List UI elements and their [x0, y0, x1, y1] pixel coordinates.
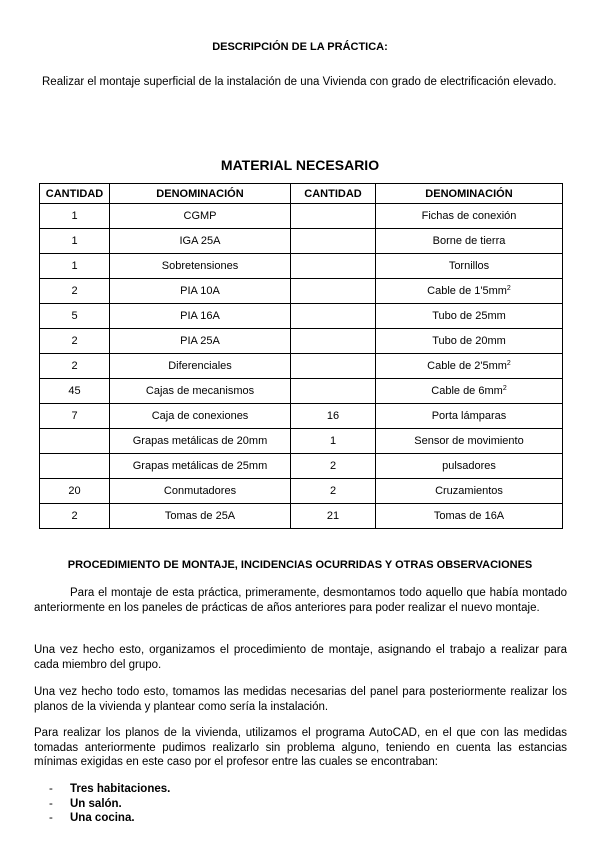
superscript-exponent: 2 — [502, 385, 507, 392]
cell-text: Tornillos — [448, 260, 490, 272]
cell-text: Cajas de mecanismos — [145, 385, 255, 397]
quantity-2-cell — [291, 254, 376, 279]
quantity-1-cell — [40, 479, 110, 504]
quantity-1-cell — [40, 304, 110, 329]
denomination-2-cell — [376, 504, 563, 529]
denomination-1-cell — [110, 229, 291, 254]
quantity-1-cell — [40, 254, 110, 279]
cell-text: Borne de tierra — [432, 235, 506, 247]
bullet-marker: - — [49, 797, 53, 810]
list-item-text: Tres habitaciones. — [70, 783, 171, 795]
cell-text: Porta lámparas — [431, 410, 507, 422]
cell-text: 7 — [71, 410, 78, 422]
quantity-2-cell — [291, 304, 376, 329]
cell-text: 2 — [329, 485, 337, 497]
quantity-2-cell — [291, 479, 376, 504]
table-row — [40, 229, 563, 254]
cell-text: Cruzamientos — [435, 485, 503, 497]
material-table-header — [40, 184, 563, 204]
list-item — [49, 811, 170, 826]
denomination-1-cell — [110, 204, 291, 229]
description-paragraph: Realizar el montaje superficial de la instalación de una Vivienda con grado de electrificación elevado. — [42, 76, 557, 88]
cell-text: 2 — [71, 285, 78, 297]
quantity-1-cell — [40, 504, 110, 529]
cell-text: Fichas de conexión — [421, 210, 517, 222]
header-denominacion-1: DENOMINACIÓN — [110, 184, 291, 204]
cell-text: Sensor de movimiento — [414, 435, 524, 447]
quantity-1-cell — [40, 454, 110, 479]
superscript-exponent: 2 — [506, 360, 511, 367]
denomination-2-cell — [376, 379, 563, 404]
cell-text: IGA 25A — [179, 235, 221, 247]
denomination-1-cell — [110, 404, 291, 429]
procedure-heading: PROCEDIMIENTO DE MONTAJE, INCIDENCIAS OCURRIDAS Y OTRAS OBSERVACIONES — [67, 559, 533, 571]
cell-text: 16 — [326, 410, 340, 422]
list-item — [49, 782, 170, 797]
denomination-1-cell — [110, 379, 291, 404]
denomination-1-cell — [110, 354, 291, 379]
table-row — [40, 354, 563, 379]
denomination-2-cell — [376, 304, 563, 329]
table-row — [40, 304, 563, 329]
denomination-2-cell — [376, 479, 563, 504]
quantity-2-cell — [291, 404, 376, 429]
procedure-paragraph-3: Una vez hecho todo esto, tomamos las medidas necesarias del panel para posteriormente realizar los planos de la vivienda y plantear como sería la instalación. — [34, 686, 567, 713]
denomination-2-cell — [376, 354, 563, 379]
quantity-1-cell — [40, 379, 110, 404]
quantity-1-cell — [40, 429, 110, 454]
quantity-1-cell — [40, 354, 110, 379]
cell-text: Caja de conexiones — [151, 410, 249, 422]
cell-text: CGMP — [183, 210, 217, 222]
header-cantidad-2: CANTIDAD — [291, 184, 376, 204]
header-denominacion-2: DENOMINACIÓN — [376, 184, 563, 204]
cell-text: Grapas metálicas de 25mm — [132, 460, 268, 472]
quantity-2-cell — [291, 329, 376, 354]
cell-text: Diferenciales — [168, 360, 232, 372]
quantity-2-cell — [291, 454, 376, 479]
cell-text: 2 — [329, 460, 337, 472]
quantity-2-cell — [291, 279, 376, 304]
cell-text: Cable de 1'5mm — [427, 285, 507, 297]
quantity-1-cell — [40, 329, 110, 354]
cell-text: 45 — [68, 385, 81, 397]
description-text — [34, 75, 566, 90]
quantity-2-cell — [291, 354, 376, 379]
list-item — [49, 797, 170, 812]
material-heading: MATERIAL NECESARIO — [220, 157, 380, 173]
cell-text: PIA 25A — [180, 335, 220, 347]
list-item-text: Un salón. — [70, 797, 122, 810]
table-row — [40, 254, 563, 279]
table-row — [40, 404, 563, 429]
cell-text: 1 — [71, 235, 78, 247]
superscript-exponent: 2 — [506, 285, 511, 292]
table-row — [40, 329, 563, 354]
cell-text: Conmutadores — [163, 485, 237, 497]
quantity-1-cell — [40, 204, 110, 229]
table-row — [40, 454, 563, 479]
cell-text: Tubo de 20mm — [432, 335, 506, 347]
table-row — [40, 479, 563, 504]
quantity-2-cell — [291, 204, 376, 229]
cell-text: 2 — [71, 510, 78, 522]
cell-text: Cable de 6mm — [431, 385, 503, 397]
denomination-1-cell — [110, 429, 291, 454]
bullet-marker: - — [49, 812, 53, 824]
denomination-2-cell — [376, 229, 563, 254]
denomination-2-cell — [376, 404, 563, 429]
cell-text: Sobretensiones — [161, 260, 239, 272]
cell-text: PIA 10A — [180, 285, 220, 297]
procedure-paragraph-1: Para el montaje de esta práctica, primeramente, desmontamos todo aquello que había montado anteriormente en los paneles de prácticas de años anteriores para poder realizar el nuevo montaje. — [34, 587, 567, 614]
cell-text: Cable de 2'5mm — [427, 360, 507, 372]
denomination-1-cell — [110, 254, 291, 279]
denomination-2-cell — [376, 454, 563, 479]
room-list — [49, 782, 170, 826]
denomination-2-cell — [376, 254, 563, 279]
quantity-2-cell — [291, 504, 376, 529]
cell-text: Grapas metálicas de 20mm — [132, 435, 268, 447]
table-row — [40, 279, 563, 304]
list-item-text: Una cocina. — [70, 812, 135, 824]
bullet-marker: - — [49, 783, 53, 795]
cell-text: 2 — [71, 335, 78, 347]
cell-text: 1 — [71, 210, 78, 222]
denomination-1-cell — [110, 504, 291, 529]
cell-text: 2 — [71, 360, 78, 372]
cell-text: Tomas de 16A — [433, 510, 505, 522]
procedure-paragraph-2: Una vez hecho esto, organizamos el procedimiento de montaje, asignando el trabajo a realizar para cada miembro del grupo. — [34, 644, 567, 671]
denomination-1-cell — [110, 454, 291, 479]
denomination-2-cell — [376, 279, 563, 304]
denomination-2-cell — [376, 429, 563, 454]
cell-text: 21 — [326, 510, 340, 522]
cell-text: Tubo de 25mm — [432, 310, 506, 322]
cell-text: 1 — [71, 260, 78, 272]
quantity-2-cell — [291, 379, 376, 404]
denomination-1-cell — [110, 479, 291, 504]
cell-text: 20 — [68, 485, 81, 497]
quantity-1-cell — [40, 404, 110, 429]
quantity-1-cell — [40, 229, 110, 254]
quantity-2-cell — [291, 229, 376, 254]
table-row — [40, 504, 563, 529]
denomination-1-cell — [110, 279, 291, 304]
description-heading: DESCRIPCIÓN DE LA PRÁCTICA: — [212, 41, 388, 53]
denomination-2-cell — [376, 204, 563, 229]
table-row — [40, 379, 563, 404]
material-table-body — [40, 204, 563, 529]
cell-text: 1 — [329, 435, 337, 447]
denomination-1-cell — [110, 329, 291, 354]
header-cantidad-1: CANTIDAD — [40, 184, 110, 204]
cell-text: Tomas de 25A — [164, 510, 236, 522]
table-row — [40, 429, 563, 454]
procedure-paragraph-4: Para realizar los planos de la vivienda, utilizamos el programa AutoCAD, en el que con las medidas tomadas anteriormente pudimos realizarlo sin problema alguno, teniendo en cuenta las estancias mínimas exigidas en este caso por el profesor entre las cuales se encontraban: — [34, 727, 567, 768]
denomination-2-cell — [376, 329, 563, 354]
denomination-1-cell — [110, 304, 291, 329]
material-table — [39, 183, 563, 529]
quantity-2-cell — [291, 429, 376, 454]
cell-text: 5 — [71, 310, 78, 322]
table-row — [40, 204, 563, 229]
cell-text: PIA 16A — [180, 310, 220, 322]
cell-text: pulsadores — [442, 460, 496, 472]
quantity-1-cell — [40, 279, 110, 304]
